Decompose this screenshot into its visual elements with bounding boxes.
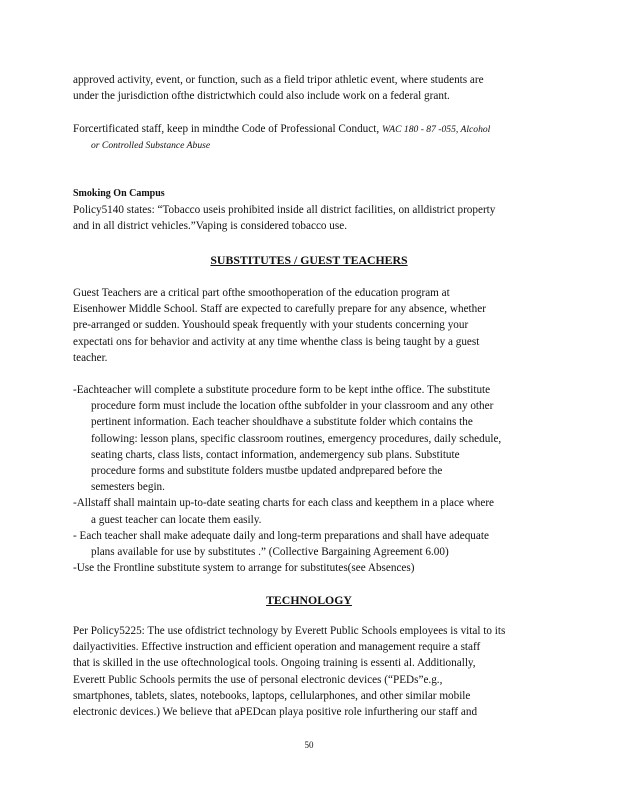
technology-heading: TECHNOLOGY (266, 593, 352, 607)
text-line: pertinent information. Each teacher shouldhave a substitute folder which contains the (91, 416, 473, 429)
text-line: -Use the Frontline substitute system to arrange for substitutes(see Absences) (73, 562, 415, 575)
text-line: following: lesson plans, specific classroom routines, emergency procedures, daily schedule, (91, 432, 502, 445)
smoking-section (73, 186, 545, 235)
text-line: - Each teacher shall make adequate daily and long-term preparations and shall have adequate (73, 529, 489, 542)
text-line: -Allstaff shall maintain up-to-date seating charts for each class and keepthem in a place where (73, 497, 495, 510)
text-line: Policy5140 states: “Tobacco useis prohibited inside all district facilities, on alldistrict property (73, 204, 496, 217)
text-line: approved activity, event, or function, such as a field tripor athletic event, where students are (73, 74, 484, 86)
text-line: procedure form must include the location ofthe subfolder in your classroom and any other (91, 400, 494, 413)
list-item (73, 560, 545, 576)
wac-reference-continued: or Controlled Substance Abuse (91, 140, 211, 152)
text-line: Guest Teachers are a critical part ofthe smoothoperation of the education program at (73, 287, 450, 299)
smoking-heading: Smoking On Campus (73, 188, 165, 199)
text-line: a guest teacher can locate them easily. (91, 513, 262, 526)
text-line: smartphones, tablets, slates, notebooks, laptops, cellularphones, and other similar mobile (73, 689, 471, 702)
text-line: pre-arranged or sudden. Youshould speak frequently with your students concerning your (73, 319, 469, 332)
text-line: plans available for use by substitutes .” (Collective Bargaining Agreement 6.00) (91, 546, 449, 559)
list-item (73, 382, 545, 495)
text-line: semesters begin. (91, 481, 165, 494)
text-line: procedure forms and substitute folders mustbe updated andprepared before the (91, 465, 443, 478)
text-line: Per Policy5225: The use ofdistrict technology by Everett Public Schools employees is vital to its (73, 625, 506, 637)
text-line: under the jurisdiction ofthe districtwhich could also include work on a federal grant. (73, 90, 450, 103)
substitutes-heading: SUBSTITUTES / GUEST TEACHERS (210, 253, 408, 267)
page-number: 50 (304, 740, 314, 750)
text-line: and in all district vehicles.”Vaping is considered tobacco use. (73, 220, 348, 233)
text-line: expectati ons for behavior and activity at any time whenthe class is being taught by a guest (73, 335, 480, 348)
technology-paragraph (73, 623, 545, 720)
text-line: Everett Public Schools permits the use of personal electronic devices (“PEDs”e.g., (73, 673, 443, 686)
text-line: that is skilled in the use oftechnological tools. Ongoing training is essenti al. Additionally, (73, 657, 476, 670)
continuation-paragraph (73, 72, 545, 104)
text-line: -Eachteacher will complete a substitute procedure form to be kept inthe office. The substitute (73, 384, 491, 396)
text-line (73, 121, 545, 138)
list-item (73, 528, 545, 560)
certificated-text: Forcertificated staff, keep in mindthe Code of Professional Conduct, (73, 123, 380, 135)
substitutes-list (73, 382, 545, 576)
text-line: dailyactivities. Effective instruction and efficient operation and management require a staff (73, 641, 481, 654)
list-item (73, 495, 545, 527)
text-line: seating charts, class lists, contact information, andemergency sub plans. Substitute (91, 448, 460, 461)
certificated-staff-paragraph (73, 121, 545, 154)
text-line: electronic devices.) We believe that aPEDcan playa positive role infurthering our staff and (73, 706, 478, 719)
text-line: Eisenhower Middle School. Staff are expected to carefully prepare for any absence, whether (73, 303, 486, 316)
wac-reference: WAC 180 - 87 -055, Alcohol (381, 124, 491, 135)
substitutes-intro-paragraph (73, 285, 545, 366)
text-line: teacher. (73, 351, 108, 364)
